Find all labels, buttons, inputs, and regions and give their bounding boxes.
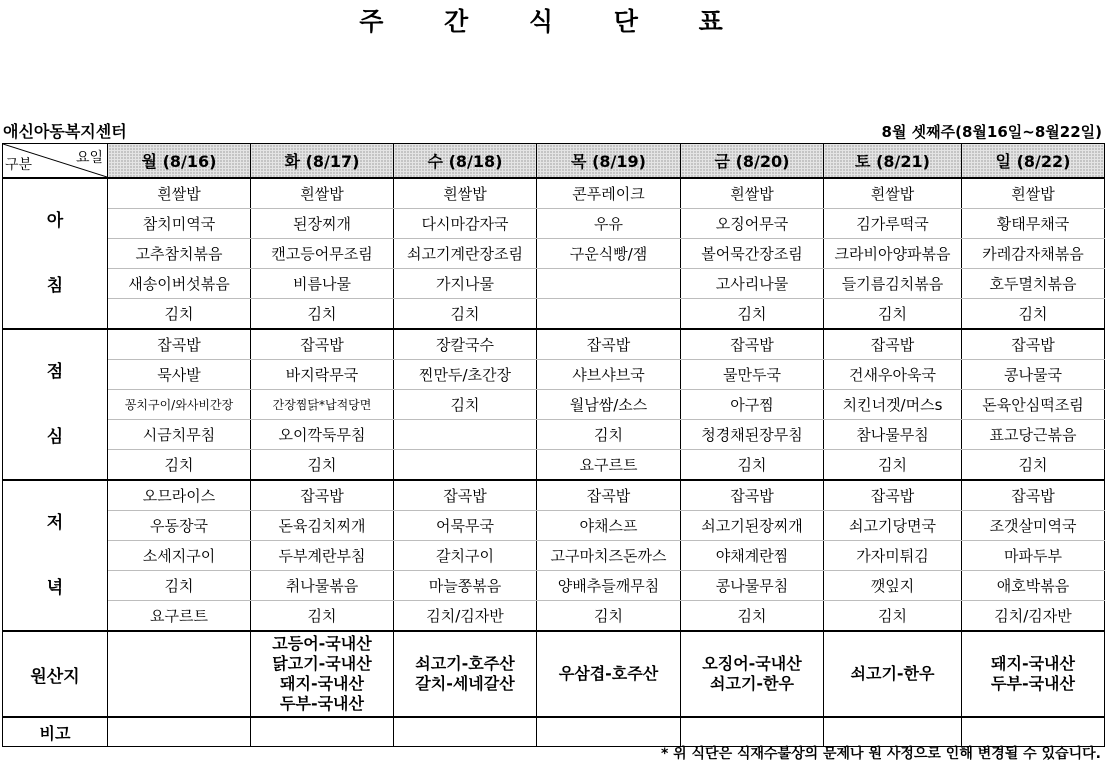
menu-item: 건새우아욱국 [824,360,962,390]
menu-item: 야채스프 [537,511,681,541]
menu-item: 잡곡밥 [962,480,1105,511]
menu-item: 소세지구이 [108,541,251,571]
menu-item: 황태무채국 [962,209,1105,239]
origin-cell [108,631,251,717]
menu-item: 잡곡밥 [681,329,824,360]
menu-item: 들기름김치볶음 [824,269,962,299]
day-header: 월 (8/16) [108,144,251,179]
menu-item: 흰쌀밥 [251,178,394,209]
menu-item [394,450,537,481]
menu-item: 아구찜 [681,390,824,420]
menu-item: 김가루떡국 [824,209,962,239]
menu-item: 잡곡밥 [824,480,962,511]
menu-item: 취나물볶음 [251,571,394,601]
menu-row [3,571,1105,601]
menu-item: 잡곡밥 [824,329,962,360]
menu-item: 표고당근볶음 [962,420,1105,450]
day-header: 일 (8/22) [962,144,1105,179]
meal-label [3,480,108,631]
origin-line: 쇠고기-호주산 [415,654,515,673]
menu-item: 샤브샤브국 [537,360,681,390]
meal-label [3,329,108,480]
menu-item: 카레감자채볶음 [962,239,1105,269]
note-label: 비고 [3,717,108,747]
menu-item: 오징어무국 [681,209,824,239]
menu-item: 꽁치구이/와사비간장 [108,390,251,420]
origin-line: 돼지-국내산 [991,654,1075,673]
origin-line: 두부-국내산 [280,694,364,713]
menu-item: 장칼국수 [394,329,537,360]
menu-item: 김치 [681,601,824,632]
menu-item: 참치미역국 [108,209,251,239]
menu-item: 어묵무국 [394,511,537,541]
meal-label-top: 저 [46,512,64,533]
origin-cell [394,631,537,717]
footnote: * 위 식단은 식재수불상의 문제나 원 사정으로 인해 변경될 수 있습니다. [660,746,1101,762]
menu-item: 고사리나물 [681,269,824,299]
meal-label-bottom: 침 [46,275,64,296]
menu-row [3,269,1105,299]
menu-item: 잡곡밥 [962,329,1105,360]
menu-item: 청경채된장무침 [681,420,824,450]
meal-label [3,178,108,329]
origin-line: 돼지-국내산 [280,674,364,693]
origin-row [3,631,1105,717]
menu-item: 고구마치즈돈까스 [537,541,681,571]
menu-item: 김치 [537,420,681,450]
origin-cell [251,631,394,717]
menu-item: 쇠고기당면국 [824,511,962,541]
menu-item: 콘푸레이크 [537,178,681,209]
menu-item: 쇠고기된장찌개 [681,511,824,541]
menu-item: 김치 [824,601,962,632]
menu-item: 두부계란부침 [251,541,394,571]
menu-item: 오이깍둑무침 [251,420,394,450]
menu-item: 잡곡밥 [537,329,681,360]
menu-item: 김치 [962,450,1105,481]
weekly-menu-table [2,143,1105,747]
meal-label-bottom: 녁 [46,577,64,598]
menu-item: 우동장국 [108,511,251,541]
menu-row [3,239,1105,269]
menu-item: 김치 [394,299,537,330]
menu-item [537,299,681,330]
menu-item: 김치 [824,299,962,330]
menu-item: 구운식빵/잼 [537,239,681,269]
menu-item: 마늘쫑볶음 [394,571,537,601]
origin-cell [537,631,681,717]
menu-row [3,209,1105,239]
origin-line: 닭고기-국내산 [272,654,372,673]
menu-item: 돈육김치찌개 [251,511,394,541]
origin-line: 고등어-국내산 [272,634,372,653]
menu-row [3,420,1105,450]
menu-item: 콩나물무침 [681,571,824,601]
menu-item: 요구르트 [537,450,681,481]
origin-line: 오징어-국내산 [702,654,802,673]
meal-label-bottom: 심 [46,426,64,447]
meal-label-top: 아 [46,210,64,231]
menu-item: 참나물무침 [824,420,962,450]
menu-item: 김치 [108,450,251,481]
menu-item: 고추참치볶음 [108,239,251,269]
origin-line: 갈치-세네갈산 [415,674,515,693]
menu-item: 김치 [394,390,537,420]
meal-block [3,329,1105,480]
menu-item: 흰쌀밥 [962,178,1105,209]
menu-item: 비름나물 [251,269,394,299]
menu-item: 김치 [251,450,394,481]
menu-item: 요구르트 [108,601,251,632]
menu-item: 흰쌀밥 [824,178,962,209]
menu-item: 김치/김자반 [394,601,537,632]
menu-item: 흰쌀밥 [681,178,824,209]
menu-item: 조갯살미역국 [962,511,1105,541]
menu-item: 간장찜닭*납적당면 [251,390,394,420]
menu-item: 시금치무침 [108,420,251,450]
menu-item: 잡곡밥 [108,329,251,360]
menu-row [3,480,1105,511]
menu-item: 김치 [962,299,1105,330]
menu-item: 김치 [108,299,251,330]
menu-item: 콩나물국 [962,360,1105,390]
meal-block [3,480,1105,631]
page-title: 주 간 식 단 표 [359,7,749,36]
corner-label-category: 구분 [5,157,33,173]
menu-item: 캔고등어무조림 [251,239,394,269]
menu-item: 김치 [824,450,962,481]
note-cell [394,717,537,747]
origin-label: 원산지 [3,631,108,717]
menu-item: 찐만두/초간장 [394,360,537,390]
menu-item: 잡곡밥 [537,480,681,511]
day-header: 수 (8/18) [394,144,537,179]
origin-cell [962,631,1105,717]
menu-item: 묵사발 [108,360,251,390]
menu-row [3,541,1105,571]
menu-item: 잡곡밥 [681,480,824,511]
menu-item: 갈치구이 [394,541,537,571]
menu-item: 돈육안심떡조림 [962,390,1105,420]
menu-item: 김치 [537,601,681,632]
menu-item: 김치 [681,299,824,330]
corner-header [3,144,108,179]
menu-item: 치킨너겟/머스s [824,390,962,420]
menu-item: 김치 [681,450,824,481]
menu-item: 양배추들깨무침 [537,571,681,601]
origin-cell [681,631,824,717]
menu-item: 마파두부 [962,541,1105,571]
menu-row [3,450,1105,481]
menu-item: 가지나물 [394,269,537,299]
day-header: 목 (8/19) [537,144,681,179]
menu-row [3,601,1105,632]
menu-item: 잡곡밥 [251,329,394,360]
origin-line: 두부-국내산 [991,674,1075,693]
menu-item: 호두멸치볶음 [962,269,1105,299]
menu-item: 우유 [537,209,681,239]
note-cell [108,717,251,747]
corner-label-day: 요일 [75,150,103,166]
week-range: 8월 셋째주(8월16일~8월22일) [881,123,1102,141]
meal-label-top: 점 [46,361,64,382]
origin-line: 우삼겹-호주산 [558,664,659,683]
day-header: 토 (8/21) [824,144,962,179]
menu-item: 쇠고기계란장조림 [394,239,537,269]
origin-line: 쇠고기-한우 [850,664,935,683]
day-header: 금 (8/20) [681,144,824,179]
menu-item: 된장찌개 [251,209,394,239]
menu-item: 김치 [251,601,394,632]
menu-item [537,269,681,299]
menu-item: 새송이버섯볶음 [108,269,251,299]
header-row [3,144,1105,179]
menu-item: 잡곡밥 [394,480,537,511]
menu-item: 오므라이스 [108,480,251,511]
menu-item: 다시마감자국 [394,209,537,239]
menu-item: 잡곡밥 [251,480,394,511]
menu-item: 김치/김자반 [962,601,1105,632]
meal-block [3,178,1105,329]
menu-item: 애호박볶음 [962,571,1105,601]
menu-row [3,360,1105,390]
menu-item: 가자미튀김 [824,541,962,571]
menu-row [3,178,1105,209]
origin-line: 쇠고기-한우 [710,674,794,693]
menu-item: 깻잎지 [824,571,962,601]
menu-row [3,299,1105,330]
menu-item [394,420,537,450]
day-header: 화 (8/17) [251,144,394,179]
menu-item: 바지락무국 [251,360,394,390]
origin-cell [824,631,962,717]
menu-item: 흰쌀밥 [394,178,537,209]
menu-item: 흰쌀밥 [108,178,251,209]
menu-item: 야채계란찜 [681,541,824,571]
menu-item: 볼어묵간장조림 [681,239,824,269]
note-cell [251,717,394,747]
menu-item: 김치 [251,299,394,330]
note-cell [537,717,681,747]
menu-item: 물만두국 [681,360,824,390]
menu-row [3,511,1105,541]
menu-row [3,390,1105,420]
organization-name: 애신아동복지센터 [3,122,127,141]
menu-item: 크라비아양파볶음 [824,239,962,269]
menu-item: 월남쌈/소스 [537,390,681,420]
menu-row [3,329,1105,360]
menu-item: 김치 [108,571,251,601]
